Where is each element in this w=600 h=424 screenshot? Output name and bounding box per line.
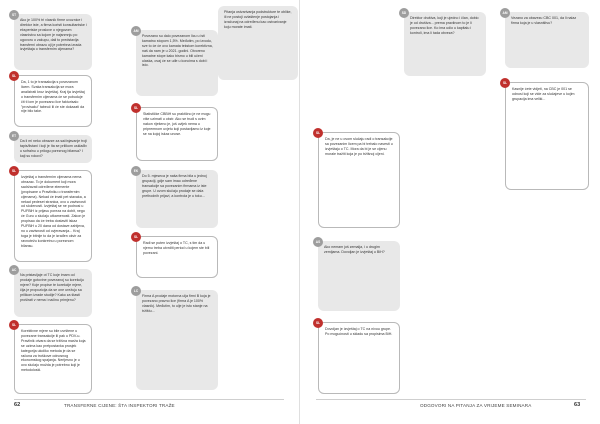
- question-text: Na pristavljaje ot TC koje imam od prodaje gotovine povezanoj su korekciju mjere? Koje propise te korekcije mjere, čija je propozicija da se one urežuju sa prilikom izrade studije? Kako za štasti proširati v nema i načinu primjenu?: [20, 273, 84, 302]
- avatar: SL: [131, 103, 141, 113]
- question-text: Direktor društva, koji je ujedno i član, dobio je od društva... prema pravilnom to je li povezano lice. Ko ima udio u kapitalu i kontroli, ima li tada obveza?: [410, 16, 479, 35]
- avatar: AM: [500, 8, 510, 18]
- page-number: 63: [574, 402, 581, 408]
- avatar: SL: [9, 320, 19, 330]
- question-bubble: [14, 269, 92, 317]
- question-text: Firma A prodaje motorna ulja firmi B koja je povezano pravno lice (firma A je 100% vlasnik). Međutim, to ulje je isto stanje na tržištu...: [142, 294, 211, 313]
- avatar: SD: [399, 8, 409, 18]
- question-bubble: [505, 12, 589, 68]
- avatar: SL: [9, 166, 19, 176]
- answer-bubble: [505, 82, 589, 190]
- answer-text: Da, 1 to je transakcija s povezanom licem. Svaka transakcija se mora analizirati kroz izvještaj. Kraj tja izvještaj o transfernim cijenama će se pobuduje čit ti iom je povezano lice fakturisalo "provisaku" tabeuč ili će ste dokazati da nije bilo take.: [21, 80, 85, 114]
- avatar: AS: [313, 237, 323, 247]
- avatar: ET: [9, 131, 19, 141]
- avatar: SL: [313, 128, 323, 138]
- question-bubble: [14, 135, 92, 163]
- avatar: EK: [131, 166, 141, 176]
- avatar: LC: [131, 286, 141, 296]
- question-text: Ako je 100% tri vlasnik firme uvoznice i direktor iste, a firma koristi konsultantske i ekspertske proslove o njegovom vlasnistvu sa kojom je najsnmnju po ugovoru o zakupu, dali to predstavlja transferni obrazu oji je potrebna izrada izvještaja o transfernim cijenama?: [20, 18, 87, 52]
- page-number: 62: [14, 402, 21, 408]
- answer-text: Radi se puten izvještaj o TC, s tim da u njemu treba utvrditi period u kojem ste bili povezani.: [143, 241, 210, 255]
- question-bubble: [404, 12, 486, 76]
- answer-text: Kasnije ćete vidjeti, na CBC je 001 se odnosi koji se vide za slučajeve u kojim grupacija ima veliki...: [512, 87, 575, 101]
- answer-text: Dovoljan je izvještaj o TC na nivou grupe. Po mogućnosti u skladu sa propisima BiH.: [325, 327, 393, 336]
- running-footer: TRANSFERNE CIJENE: ŠTA INSPEKTORI TRAŽE: [64, 403, 175, 408]
- answer-text: Izvještaj o transfernim cijenama nema obrazac. To je dokument koji mora sadržavati određene elemente (propisane u Pravilniku o transfernim cijenama). Nekad će imati pet stavaka, a nekad pedeset stranica, ovo u zavisnosti od složenosti. Izvještaj se ne podnosi u PUFBiH iz prijavu poreza na dobit, nego će Guru u slučaju utkamenosti. Zakon je propisao da će treba dostaviti iskaz PUFBiH u 20 dana od dostave zahtjeva, no u zavisnosti od ovjeravanja... Kraj toga je bitnije to da je izrađen okvir za ravnotežu konkretnu u poreznom bilansu.: [21, 175, 86, 248]
- question-text: Povezano su dalo povezanom licu u isti kamatno stopom 1,5%. Međutim, po izvodu, sve to će će ovo kamata tekstom korektivna, naš da nam je u 2021. godini. Otvoreno kamatne stope kako bismo u bili učeni ulaska, ovaj će se uđe u koncima s dobi i isto.: [142, 34, 213, 68]
- footer-rule: [14, 399, 284, 400]
- answer-text: Statističke CBBiH su praktično je ne mogu više uzimati u obzir. Ako se trudi s ovim nakon riješeno je, još uvijek nema u pripremnom uvjetu koji postavljamo iz koje se na kojoj iskaz unose.: [143, 112, 211, 136]
- avatar: AM: [131, 26, 141, 36]
- question-text: Ako nemam još zemalja, i u drugim zemljama. Dovoljan je izvještaj u BiH?: [324, 245, 385, 254]
- question-text: Da li mi neko obrazze za sačinjavanje troji tapis/listani i koji je Ita se prilikom usklađiv u sofralnu u prilogu poreznog bilansa? I kaji su rokovi?: [20, 139, 87, 158]
- answer-bubble: [14, 324, 92, 394]
- question-bubble: [136, 30, 218, 96]
- question-text: Do 5. mjeseca je naša firma bila u jednoj grupaciji, gdje sam imao određene transakcije sa povezanim firmama iz iste grupe. U ovom slučaju prodaje se dala prethodnih prijavi, a kontrola je u toku...: [142, 174, 207, 198]
- running-footer: ODGOVORI NA PITANJA ZA VRIJEME SEMINARA: [420, 403, 532, 408]
- avatar: SL: [500, 78, 510, 88]
- footer-rule: [316, 399, 586, 400]
- answer-bubble: [318, 322, 400, 394]
- question-text: Pitanja ostvarivanja podstrukture te oblike, ili ne postoji ovlaštenje postojanja i izračunaj na određenu kao ostvarivanje koju morate imati.: [224, 10, 292, 29]
- question-bubble: [136, 170, 218, 228]
- right-page: [300, 0, 600, 424]
- answer-text: Da, je ne u ovom slučaju radi o transakcije sa povezanim licem pa bi trebalo navesti u izvještaju o TC. Mora da bi je se cijenu morale tražiti koja je po tržišnoj cijeni.: [325, 137, 393, 156]
- answer-bubble: [136, 236, 218, 278]
- answer-bubble: [14, 170, 92, 262]
- question-bubble: [14, 14, 92, 70]
- answer-text: Korektivne mjere su bile uvrštene u povezane transakcije ili pak u PDV-u. Pravilnik otvara da se tržišna marža koja se uzima kao pretpostavka prosjek kategorija ukoliko metoda je da se računa za troškove odnosnog ekonomskog spajanja. Nerijesno je u ovo slučaju možda je potrebno koji je metodoloski.: [21, 329, 86, 373]
- avatar: AC: [9, 265, 19, 275]
- answer-bubble: [14, 75, 92, 127]
- question-bubble: [136, 290, 218, 390]
- avatar: ST: [9, 10, 19, 20]
- question-text: Vezano za obavezu CBC 001, da li nalaz firma koja je u vlasništvu?: [511, 16, 577, 25]
- answer-bubble: [318, 132, 400, 228]
- question-bubble: [318, 241, 400, 311]
- avatar: SL: [9, 71, 19, 81]
- question-bubble: [218, 6, 298, 80]
- answer-bubble: [136, 107, 218, 161]
- avatar: SL: [313, 318, 323, 328]
- avatar: SL: [131, 232, 141, 242]
